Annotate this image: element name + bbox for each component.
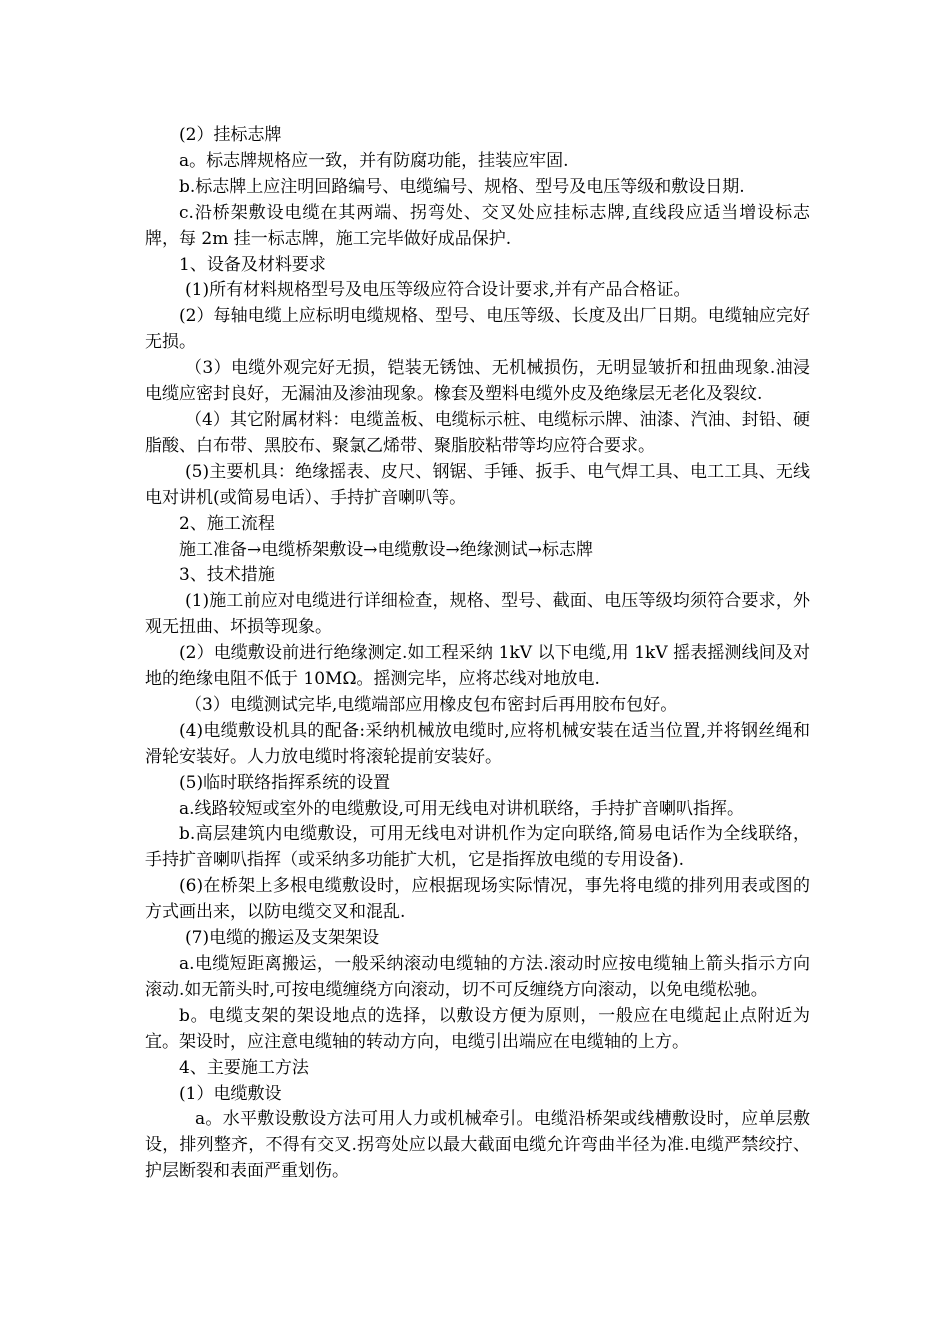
paragraph: (1)施工前应对电缆进行详细检查，规格、型号、截面、电压等级均须符合要求，外观无扭曲、坏损等现象。 [145, 591, 810, 638]
paragraph: (6)在桥架上多根电缆敷设时，应根据现场实际情况，事先将电缆的排列用表或图的方式画出来，以防电缆交叉和混乱. [145, 876, 810, 923]
paragraph: （4）其它附属材料：电缆盖板、电缆标示桩、电缆标示牌、油漆、汽油、封铅、硬脂酸、白布带、黑胶布、聚氯乙烯带、聚脂胶粘带等均应符合要求。 [145, 409, 810, 456]
paragraph: a。标志牌规格应一致，并有防腐功能，挂装应牢固. [179, 150, 569, 171]
paragraph: (5)临时联络指挥系统的设置 [179, 772, 391, 793]
section-heading-2: 2、施工流程 [179, 513, 275, 534]
paragraph: b。电缆支架的架设地点的选择，以敷设方便为原则，一般应在电缆起止点附近为宜。架设时，应注意电缆轴的转动方向，电缆引出端应在电缆轴的上方。 [145, 1005, 810, 1052]
paragraph: (2）每轴电缆上应标明电缆规格、型号、电压等级、长度及出厂日期。电缆轴应完好无损。 [145, 306, 810, 353]
heading-hang-signs: (2）挂标志牌 [179, 125, 282, 145]
paragraph: (1)所有材料规格型号及电压等级应符合设计要求,并有产品合格证。 [185, 280, 691, 301]
document-body [145, 123, 810, 1185]
paragraph: b.高层建筑内电缆敷设，可用无线电对讲机作为定向联络,简易电话作为全线联络，手持扩音喇叭指挥（或采纳多功能扩大机，它是指挥放电缆的专用设备). [145, 824, 810, 871]
paragraph: c.沿桥架敷设电缆在其两端、拐弯处、交叉处应挂标志牌,直线段应适当增设标志牌，每 2m 挂一标志牌，施工完毕做好成品保护. [145, 202, 810, 249]
paragraph: a。水平敷设敷设方法可用人力或机械牵引。电缆沿桥架或线槽敷设时，应单层敷设，排列整齐，不得有交叉.拐弯处应以最大截面电缆允许弯曲半径为准.电缆严禁绞拧、护层断裂和表面严重划伤。 [145, 1109, 810, 1182]
paragraph: （3）电缆外观完好无损，铠装无锈蚀、无机械损伤，无明显皱折和扭曲现象.油浸电缆应密封良好，无漏油及渗油现象。橡套及塑料电缆外皮及绝缘层无老化及裂纹. [145, 358, 810, 405]
paragraph: (4)电缆敷设机具的配备:采纳机械放电缆时,应将机械安装在适当位置,并将钢丝绳和滑轮安装好。人力放电缆时将滚轮提前安装好。 [145, 720, 810, 767]
section-heading-1: 1、设备及材料要求 [179, 254, 326, 275]
paragraph: (2）电缆敷设前进行绝缘测定.如工程采纳 1kV 以下电缆,用 1kV 摇表摇测线间及对地的绝缘电阻不低于 10MΩ。摇测完毕，应将芯线对地放电. [145, 643, 810, 690]
section-heading-4: 4、主要施工方法 [179, 1057, 309, 1078]
paragraph: a.线路较短或室外的电缆敷设,可用无线电对讲机联络，手持扩音喇叭指挥。 [179, 798, 744, 819]
subheading-cable-laying: (1）电缆敷设 [179, 1083, 282, 1104]
paragraph: (5)主要机具：绝缘摇表、皮尺、钢锯、手锤、扳手、电气焊工具、电工工具、无线电对讲机(或简易电话）、手持扩音喇叭等。 [145, 461, 810, 508]
process-flow: 施工准备→电缆桥架敷设→电缆敷设→绝缘测试→标志牌 [179, 539, 593, 560]
paragraph: b.标志牌上应注明回路编号、电缆编号、规格、型号及电压等级和敷设日期. [179, 176, 745, 197]
paragraph: a.电缆短距离搬运，一般采纳滚动电缆轴的方法.滚动时应按电缆轴上箭头指示方向滚动.如无箭头时,可按电缆缠绕方向滚动，切不可反缠绕方向滚动，以免电缆松驰。 [145, 954, 810, 1000]
paragraph: （3）电缆测试完毕,电缆端部应用橡皮包布密封后再用胶布包好。 [185, 694, 678, 715]
paragraph: (7)电缆的搬运及支架架设 [185, 928, 380, 949]
section-heading-3: 3、技术措施 [179, 565, 275, 586]
